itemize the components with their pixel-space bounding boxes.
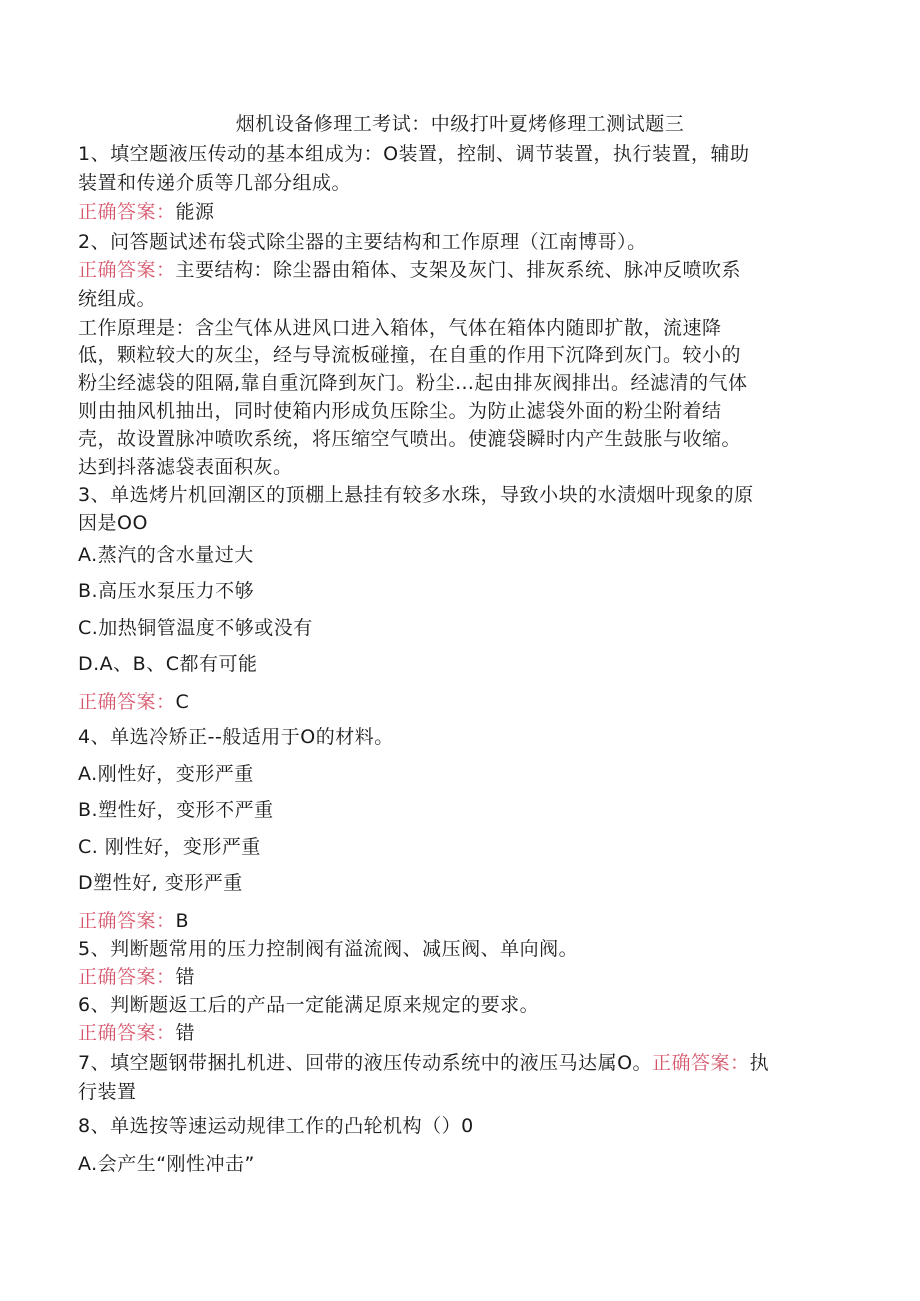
- q2-paragraph-line4: 则由抽风机抽出，同时使箱内形成负压除尘。为防止滤袋外面的粉尘附着结: [78, 400, 722, 422]
- q3-option-b: B.高压水泵压力不够: [78, 580, 255, 602]
- q2-paragraph-line2: 低，颗粒较大的灰尘，经与导流板碰撞，在自重的作用下沉降到灰门。较小的: [78, 344, 742, 366]
- q3-option-d: D.A、B、C都有可能: [78, 653, 258, 675]
- answer-label: 正确答案：: [78, 1022, 176, 1044]
- q2-paragraph-line6: 达到抖落滤袋表面积灰。: [78, 456, 293, 478]
- q1-answer-value: 能源: [175, 201, 215, 223]
- q4-option-a: A.刚性好，变形严重: [78, 763, 254, 785]
- q8-text-line1: 8、单选按等速运动规律工作的凸轮机构（）0: [78, 1115, 474, 1137]
- q5-text-line1: 5、判断题常用的压力控制阀有溢流阀、减压阀、单向阀。: [78, 938, 579, 960]
- q5-answer: [78, 963, 195, 991]
- q4-text-line1: 4、单选冷矫正--般适用于O的材料。: [78, 726, 394, 748]
- q2-paragraph-line3: 粉尘经滤袋的阻隔,靠自重沉降到灰门。粉尘…起由排灰阀排出。经滤清的气体: [78, 372, 748, 394]
- q5-answer-value: 错: [175, 966, 196, 988]
- q6-answer: [78, 1019, 195, 1047]
- q2-answer: [78, 256, 741, 284]
- q1-text-line2: 装置和传递介质等几部分组成。: [78, 172, 352, 194]
- q7-text-line1: [78, 1049, 769, 1077]
- q6-text-line1: 6、判断题返工后的产品一定能满足原来规定的要求。: [78, 994, 540, 1016]
- q4-option-b: B.塑性好，变形不严重: [78, 799, 274, 821]
- q3-answer-value: C: [175, 691, 190, 713]
- answer-label: 正确答案：: [78, 259, 176, 281]
- answer-label: 正确答案：: [78, 910, 176, 932]
- q3-option-a: A.蒸汽的含水量过大: [78, 544, 254, 566]
- q1-text-line1: 1、填空题液压传动的基本组成为：O装置，控制、调节装置，执行装置，辅助: [78, 143, 750, 165]
- answer-label: 正确答案：: [78, 966, 176, 988]
- answer-label: 正确答案：: [652, 1052, 750, 1074]
- q6-answer-value: 错: [175, 1022, 196, 1044]
- q2-paragraph-line1: 工作原理是：含尘气体从进风口进入箱体，气体在箱体内随即扩散，流速降: [78, 317, 722, 339]
- q7-answer-part1: 执: [749, 1052, 770, 1074]
- answer-label: 正确答案：: [78, 691, 176, 713]
- q7-answer-line2: 行装置: [78, 1081, 137, 1103]
- q1-answer: [78, 198, 215, 226]
- q2-answer-line1: 主要结构：除尘器由箱体、支架及灰门、排灰系统、脉冲反喷吹系: [175, 259, 742, 281]
- page-title: 烟机设备修理工考试：中级打叶夏烤修理工测试题三: [235, 113, 685, 135]
- q8-option-a: A.会产生“刚性冲击”: [78, 1153, 255, 1175]
- q7-question-text: 7、填空题钢带捆扎机进、回带的液压传动系统中的液压马达属O。: [78, 1052, 653, 1074]
- q3-option-c: C.加热铜管温度不够或没有: [78, 617, 313, 639]
- q3-answer: [78, 688, 189, 716]
- q3-text-line2: 因是OO: [78, 512, 148, 534]
- q4-option-c: C. 刚性好，变形严重: [78, 836, 261, 858]
- q4-answer-value: B: [175, 910, 190, 932]
- q2-answer-line2: 统组成。: [78, 288, 157, 310]
- answer-label: 正确答案：: [78, 201, 176, 223]
- q4-answer: [78, 907, 189, 935]
- q2-paragraph-line5: 壳，故设置脉冲喷吹系统，将压缩空气喷出。使漉袋瞬时内产生鼓胀与收缩。: [78, 428, 742, 450]
- q3-text-line1: 3、单选烤片机回潮区的顶棚上悬挂有较多水珠，导致小块的水渍烟叶现象的原: [78, 484, 754, 506]
- q4-option-d: D塑性好, 变形严重: [78, 872, 243, 894]
- q2-text-line1: 2、问答题试述布袋式除尘器的主要结构和工作原理（江南博哥）。: [78, 231, 647, 253]
